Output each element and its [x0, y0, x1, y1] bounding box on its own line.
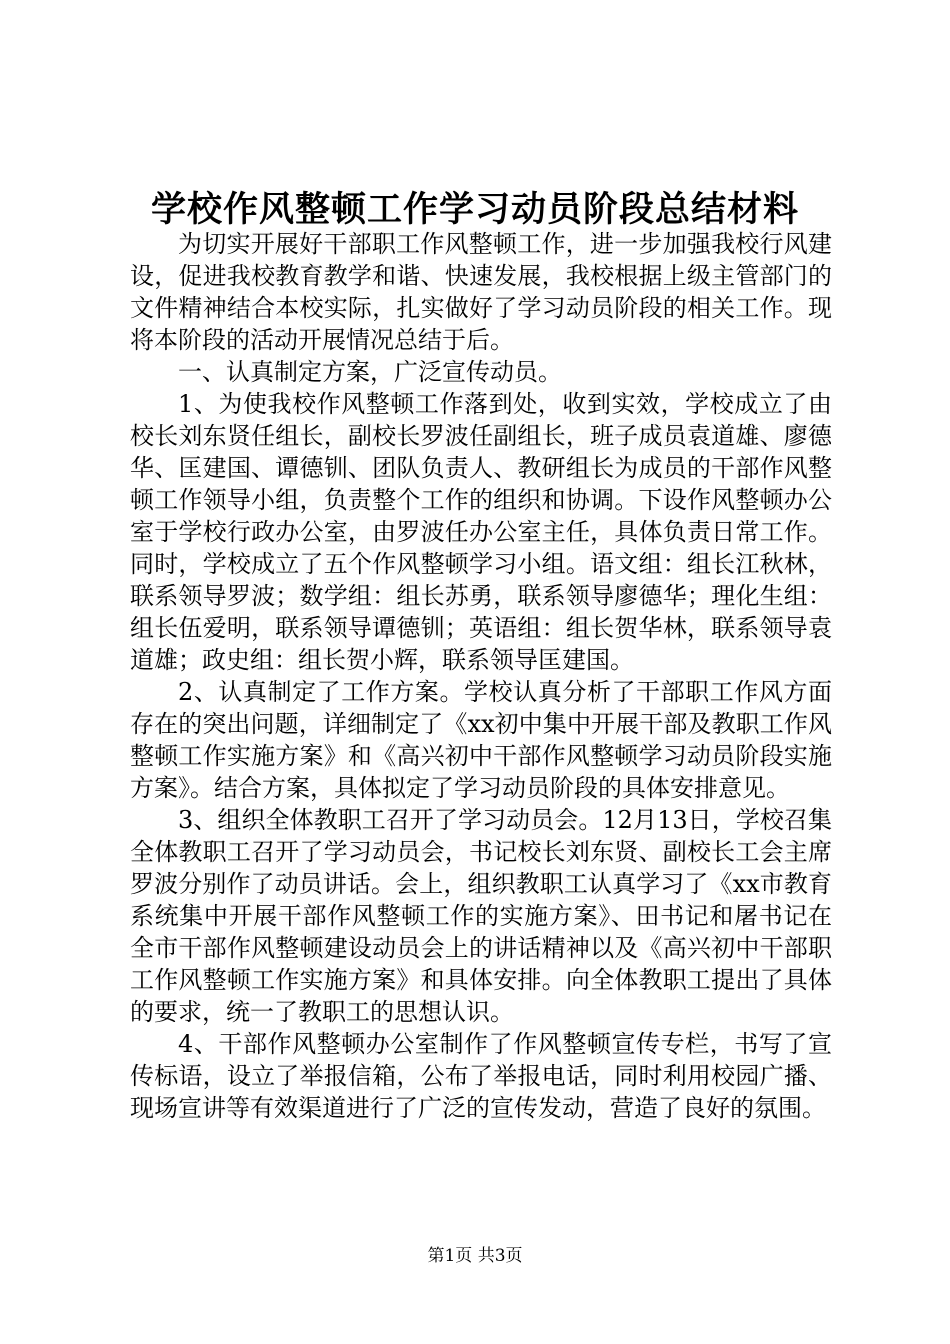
- paragraph-section-heading-1: 一、认真制定方案，广泛宣传动员。: [178, 358, 562, 386]
- paragraph-item-3: 3、组织全体教职工召开了学习动员会。12月13日，学校召集全体教职工召开了学习动员会，书记校长刘东贤、副校长工会主席罗波分别作了动员讲话。会上，组织教职工认真学习了《xx市教育系统集中开展干部作风整顿工作的实施方案》、田书记和屠书记在全市干部作风整顿建设动员会上的讲话精神以及《高兴初中干部职工作风整顿工作实施方案》和具体安排。向全体教职工提出了具体的要求，统一了教职工的思想认识。: [130, 806, 832, 1026]
- page-footer: 第1页 共3页: [427, 1246, 523, 1266]
- paragraph-item-2: 2、认真制定了工作方案。学校认真分析了干部职工作风方面存在的突出问题，详细制定了《xx初中集中开展干部及教职工作风整顿工作实施方案》和《高兴初中干部作风整顿学习动员阶段实施方案》。结合方案，具体拟定了学习动员阶段的具体安排意见。: [130, 678, 832, 802]
- paragraph-item-4: 4、干部作风整顿办公室制作了作风整顿宣传专栏，书写了宣传标语，设立了举报信箱，公布了举报电话，同时利用校园广播、现场宣讲等有效渠道进行了广泛的宣传发动，营造了良好的氛围。: [130, 1030, 832, 1122]
- document-title: 学校作风整顿工作学习动员阶段总结材料: [150, 189, 799, 230]
- document-body: [130, 228, 832, 1124]
- paragraph-intro: 为切实开展好干部职工作风整顿工作，进一步加强我校行风建设，促进我校教育教学和谐、快速发展，我校根据上级主管部门的文件精神结合本校实际，扎实做好了学习动员阶段的相关工作。现将本阶段的活动开展情况总结于后。: [130, 230, 832, 354]
- paragraph-item-1: 1、为使我校作风整顿工作落到处，收到实效，学校成立了由校长刘东贤任组长，副校长罗波任副组长，班子成员袁道雄、廖德华、匡建国、谭德钏、团队负责人、教研组长为成员的干部作风整顿工作领导小组，负责整个工作的组织和协调。下设作风整顿办公室于学校行政办公室，由罗波任办公室主任，具体负责日常工作。同时，学校成立了五个作风整顿学习小组。语文组：组长江秋林，联系领导罗波；数学组：组长苏勇，联系领导廖德华；理化生组：组长伍爱明，联系领导谭德钏；英语组：组长贺华林，联系领导袁道雄；政史组：组长贺小辉，联系领导匡建国。: [130, 390, 832, 674]
